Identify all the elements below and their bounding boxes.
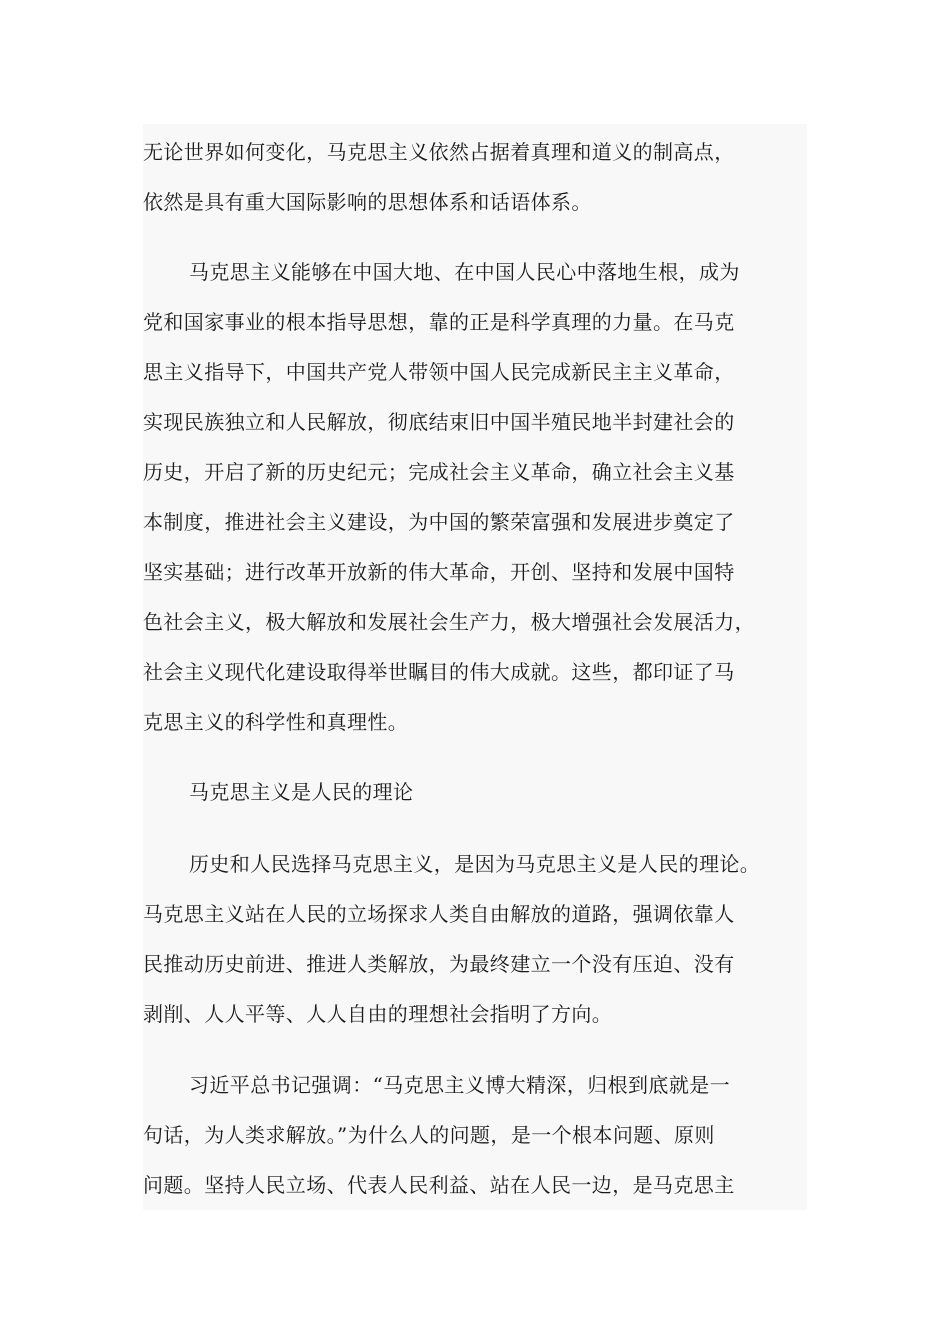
- paragraph-1: [143, 127, 735, 227]
- text-line: 历史，开启了新的历史纪元；完成社会主义革命，确立社会主义基: [143, 460, 735, 484]
- text-line: 历史和人民选择马克思主义，是因为马克思主义是人民的理论。: [189, 852, 761, 876]
- text-line: 依然是具有重大国际影响的思想体系和话语体系。: [143, 190, 592, 214]
- text-line: 民推动历史前进、推进人类解放，为最终建立一个没有压迫、没有: [143, 952, 735, 976]
- paragraph-4: [143, 1060, 735, 1210]
- paragraph-3: [143, 839, 760, 1039]
- section-heading: [143, 767, 413, 817]
- text-line: 剥削、人人平等、人人自由的理想社会指明了方向。: [143, 1002, 613, 1026]
- text-line: 马克思主义站在人民的立场探求人类自由解放的道路，强调依靠人: [143, 902, 735, 926]
- text-line: 克思主义的科学性和真理性。: [143, 710, 409, 734]
- text-line: 无论世界如何变化，马克思主义依然占据着真理和道义的制高点，: [143, 140, 735, 164]
- text-line: 本制度，推进社会主义建设，为中国的繁荣富强和发展进步奠定了: [143, 510, 735, 534]
- text-line: 坚实基础；进行改革开放新的伟大革命，开创、坚持和发展中国特: [143, 560, 735, 584]
- text-line: 问题。坚持人民立场、代表人民利益、站在人民一边，是马克思主: [143, 1173, 735, 1197]
- text-line: 思主义指导下，中国共产党人带领中国人民完成新民主主义革命，: [143, 360, 735, 384]
- paragraph-2: [143, 247, 755, 747]
- text-line: 实现民族独立和人民解放，彻底结束旧中国半殖民地半封建社会的: [143, 410, 735, 434]
- text-line: 习近平总书记强调：“马克思主义博大精深，归根到底就是一: [189, 1073, 731, 1097]
- text-line: 句话，为人类求解放。”为什么人的问题，是一个根本问题、原则: [143, 1123, 715, 1147]
- section-heading-text: 马克思主义是人民的理论: [189, 780, 414, 804]
- text-line: 社会主义现代化建设取得举世瞩目的伟大成就。这些，都印证了马: [143, 660, 735, 684]
- text-line: 党和国家事业的根本指导思想，靠的正是科学真理的力量。在马克: [143, 310, 735, 334]
- text-line: 马克思主义能够在中国大地、在中国人民心中落地生根，成为: [189, 260, 740, 284]
- text-line: 色社会主义，极大解放和发展社会生产力，极大增强社会发展活力，: [143, 610, 755, 634]
- document-page: [143, 124, 807, 1210]
